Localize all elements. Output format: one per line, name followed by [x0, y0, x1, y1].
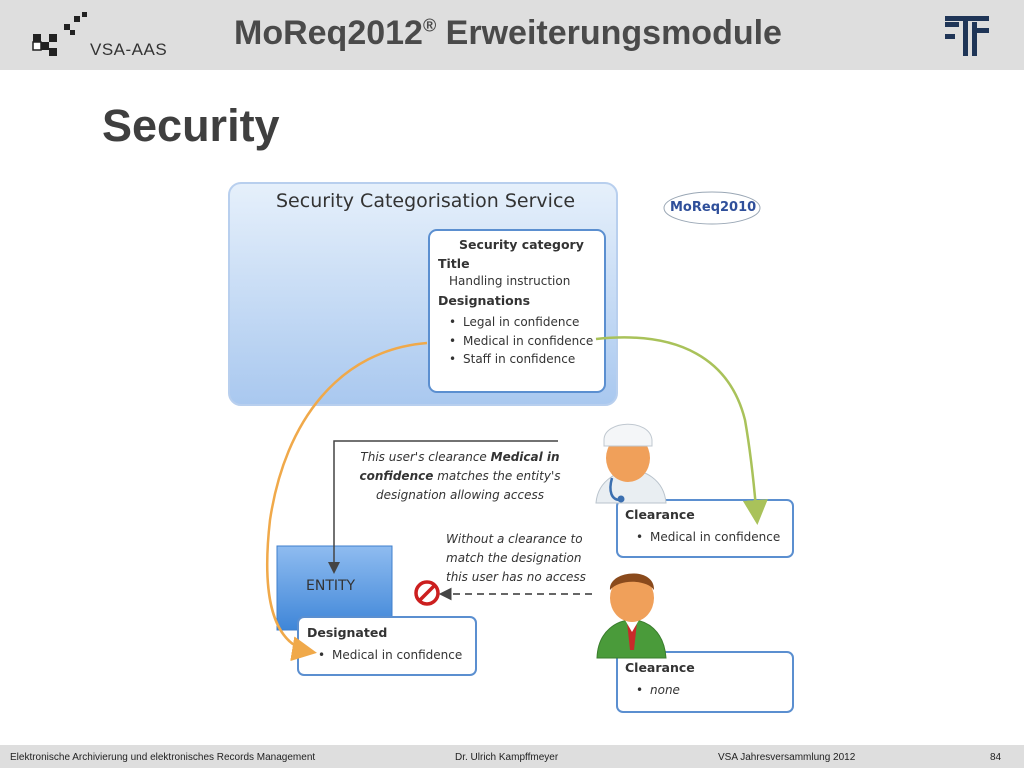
slide-title: Security	[102, 100, 280, 151]
clearance-top-heading: Clearance	[625, 507, 695, 522]
category-designations-label: Designations	[438, 293, 531, 308]
category-heading: Security category	[459, 237, 584, 252]
entity-label: ENTITY	[306, 578, 356, 594]
clearance-top-item: • Medical in confidence	[636, 530, 780, 544]
clearance-bottom-item: • none	[636, 683, 680, 697]
access-note: This user's clearance Medical in confidence matches the entity's designation allowing access	[359, 450, 561, 502]
moreq-logo-text: MoReq2010	[670, 200, 757, 215]
service-title: Security Categorisation Service	[276, 190, 576, 212]
footer-left-text: Elektronische Archivierung und elektronisches Records Management	[10, 752, 316, 763]
noaccess-note: Without a clearance to match the designation this user has no access	[446, 532, 586, 584]
category-box	[429, 230, 605, 392]
designation-item: • Staff in confidence	[449, 352, 575, 366]
vsa-logo-text: VSA-AAS	[90, 40, 168, 59]
clearance-bottom-heading: Clearance	[625, 660, 695, 675]
footer-event: VSA Jahresversammlung 2012	[718, 752, 856, 763]
header-title: MoReq2012® Erweiterungsmodule	[234, 14, 782, 52]
category-title-label: Title	[438, 256, 470, 271]
designation-item: • Medical in confidence	[449, 334, 593, 348]
footer-bar	[0, 745, 1024, 768]
doctor-user-icon	[596, 424, 666, 503]
designated-item: • Medical in confidence	[318, 648, 462, 662]
no-entry-icon	[416, 582, 438, 604]
designated-heading: Designated	[307, 625, 388, 640]
business-user-icon	[597, 573, 666, 658]
designation-item: • Legal in confidence	[449, 315, 579, 329]
page-number: 84	[990, 752, 1002, 763]
category-handling: Handling instruction	[449, 274, 571, 288]
footer-author: Dr. Ulrich Kampffmeyer	[455, 752, 559, 763]
